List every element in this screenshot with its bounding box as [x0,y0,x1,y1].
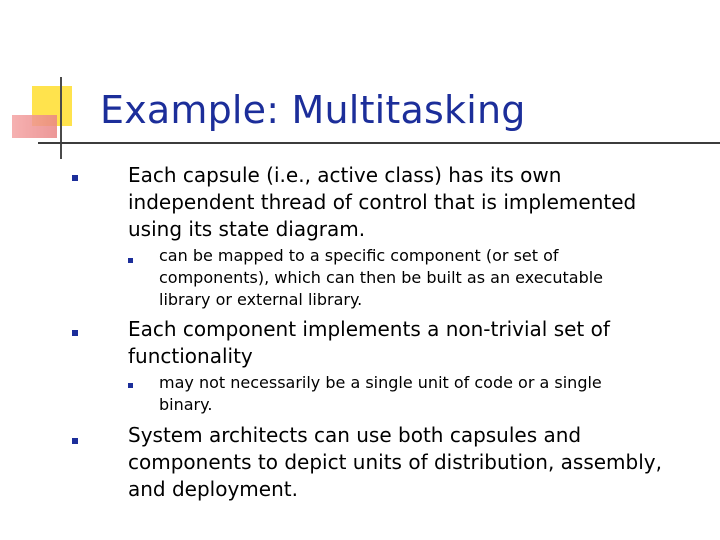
bullet-text: Each component implements a non-trivial set of functionality [128,317,610,368]
subbullet-marker [128,383,133,388]
bullet-text: Each capsule (i.e., active class) has its own independent thread of control that is implemented using its state diagram. [128,163,637,241]
bullet-marker [72,175,78,181]
title-underline [38,142,720,144]
subbullet-text: may not necessarily be a single unit of code or a single binary. [159,373,602,414]
title-ornament-pink-bar [12,115,57,138]
bullet-marker [72,330,78,336]
subbullet-marker [128,258,133,263]
slide-title: Example: Multitasking [100,88,526,132]
subbullet-text: can be mapped to a specific component (or set of components), which can then be built as an executable library or external library. [159,246,604,309]
bullet-marker [72,438,78,444]
bullet-text: System architects can use both capsules and components to depict units of distribution, assembly, and deployment. [128,423,662,501]
title-ornament-vertical-line [60,77,62,159]
